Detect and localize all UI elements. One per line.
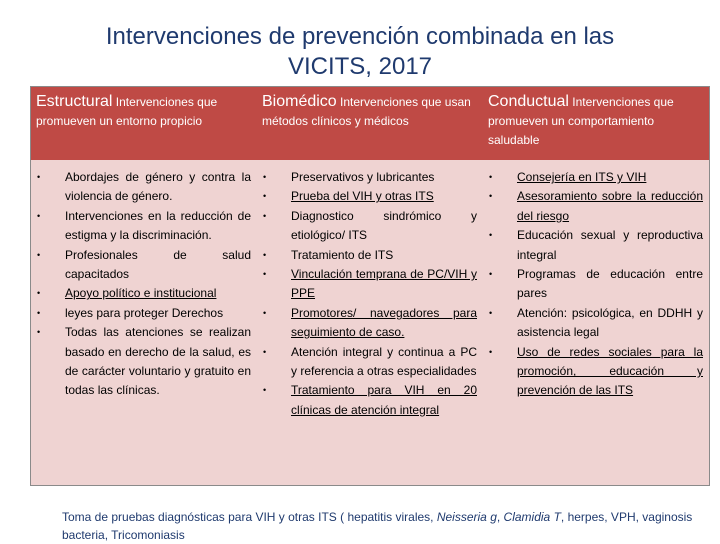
bullet-icon: • — [489, 346, 493, 357]
footer-note — [62, 508, 702, 544]
bullet-icon: • — [37, 210, 41, 221]
list-item-text: Todas las atenciones se realizan basado en derecho de la salud, es de carácter voluntario y gratuito en todas las clínicas. — [65, 325, 251, 398]
bullet-icon: • — [489, 269, 493, 280]
header-behavioral — [483, 87, 709, 160]
header-behavioral-title: Conductual — [488, 93, 569, 110]
list-item — [35, 246, 251, 285]
header-behavioral-subtitle: Intervenciones que promueven un comportamiento saludable — [488, 95, 674, 147]
bullet-icon: • — [37, 172, 41, 182]
list-item — [261, 168, 477, 187]
bullet-icon: • — [37, 327, 41, 338]
list-item — [261, 207, 477, 246]
list-item — [35, 323, 251, 401]
list-item — [487, 187, 703, 226]
footer-text-2: , herpes, VPH, vaginosis bacteria, Tricomoniasis — [62, 510, 693, 542]
table-body-row — [31, 160, 709, 485]
list-item — [35, 168, 251, 207]
bullet-icon: • — [263, 346, 267, 357]
list-item — [261, 304, 477, 343]
list-item-text: Uso de redes sociales para la promoción, educación y prevención de las ITS — [517, 344, 703, 398]
bullet-icon: • — [489, 230, 493, 241]
header-structural-title: Estructural — [36, 93, 113, 110]
list-item — [261, 187, 477, 206]
list-item-text: Consejería en ITS y VIH — [517, 170, 647, 184]
page-title — [60, 22, 660, 82]
list-item-text: Profesionales de salud capacitados — [65, 247, 251, 282]
header-biomedical-title: Biomédico — [262, 93, 337, 110]
bullet-icon: • — [263, 191, 267, 202]
title-line-1: Intervenciones de prevención combinada en las — [105, 23, 615, 50]
column-biomedical — [257, 160, 483, 485]
structural-list — [35, 168, 251, 401]
list-item — [487, 265, 703, 304]
list-item — [261, 246, 477, 265]
bullet-icon: • — [489, 307, 493, 318]
header-structural-subtitle: Intervenciones que promueven un entorno propicio — [36, 95, 218, 128]
header-biomedical — [257, 87, 483, 160]
list-item — [487, 343, 703, 401]
header-structural — [31, 87, 257, 160]
bullet-icon: • — [263, 269, 267, 280]
list-item — [35, 207, 251, 246]
bullet-icon: • — [263, 307, 267, 318]
list-item-text: Preservativos y lubricantes — [291, 170, 435, 184]
bullet-icon: • — [263, 385, 267, 396]
bullet-icon: • — [37, 307, 41, 318]
list-item-text: Promotores/ navegadores para seguimiento de caso. — [291, 305, 477, 340]
list-item-text: Diagnostico sindrómico y etiológico/ ITS — [291, 208, 477, 243]
bullet-icon: • — [263, 249, 267, 260]
list-item — [261, 381, 477, 420]
list-item — [261, 343, 477, 382]
list-item-text: Prueba del VIH y otras ITS — [291, 189, 434, 204]
list-item-text: Vinculación temprana de PC/VIH y PPE — [291, 267, 477, 301]
list-item-text: Apoyo político e institucional — [65, 286, 217, 301]
list-item-text: Tratamiento para VIH en 20 clínicas de atención integral — [291, 383, 477, 417]
column-structural — [31, 160, 257, 485]
footer-italic-clamidia: Clamidia T — [503, 510, 561, 524]
title-line-2: VICITS, 2017 — [287, 53, 433, 80]
bullet-icon: • — [37, 249, 41, 260]
list-item-text: Intervenciones en la reducción de estigma y la discriminación. — [65, 208, 251, 243]
bullet-icon: • — [263, 210, 267, 221]
list-item — [487, 226, 703, 265]
interventions-table — [30, 86, 710, 486]
bullet-icon: • — [37, 288, 41, 299]
bullet-icon: • — [263, 172, 267, 182]
list-item-text: Atención: psicológica, en DDHH y asistencia legal — [517, 305, 703, 340]
table-header-row — [31, 87, 709, 160]
list-item-text: Educación sexual y reproductiva integral — [517, 228, 703, 262]
biomedical-list — [261, 168, 477, 420]
list-item-text: Programas de educación entre pares — [517, 267, 703, 301]
list-item — [35, 304, 251, 323]
list-item-text: Tratamiento de ITS — [291, 247, 394, 262]
footer-text-1: Toma de pruebas diagnósticas para VIH y otras ITS ( hepatitis virales, — [62, 510, 437, 524]
footer-italic-neisseria: Neisseria g — [436, 510, 497, 524]
list-item-text: leyes para proteger Derechos — [65, 305, 224, 320]
column-behavioral — [483, 160, 709, 485]
list-item-text: Abordajes de género y contra la violencia de género. — [65, 170, 251, 204]
list-item — [261, 265, 477, 304]
list-item-text: Asesoramiento sobre la reducción del riesgo — [517, 189, 703, 223]
list-item — [487, 304, 703, 343]
list-item-text: Atención integral y continua a PC y referencia a otras especialidades — [291, 344, 477, 379]
bullet-icon: • — [489, 191, 493, 202]
list-item — [35, 284, 251, 303]
header-biomedical-subtitle: Intervenciones que usan métodos clínicos y médicos — [262, 95, 471, 128]
bullet-icon: • — [489, 172, 493, 182]
footer-separator: , — [496, 510, 504, 524]
behavioral-list — [487, 168, 703, 401]
list-item — [487, 168, 703, 187]
